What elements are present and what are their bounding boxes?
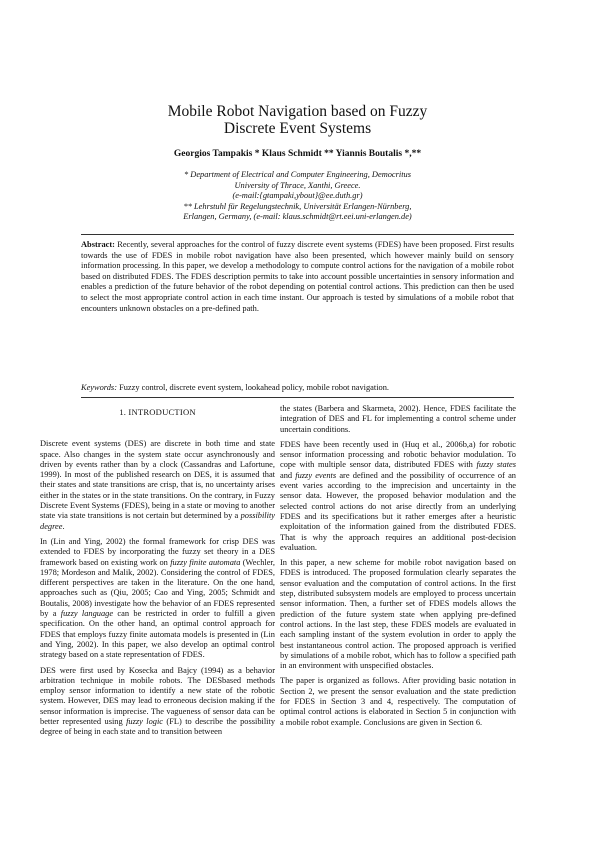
emphasis-segment: fuzzy language (60, 609, 114, 619)
text-segment: The paper is organized as follows. After providing basic notation in Section 2, we present the sensor evaluation and the state prediction for FDES in Section 3 and 4, respectively. The computation of optimal control actions is elaborated in Section 5 in conjunction with a mobile robot example. Conclusions are given in Section 6. (280, 676, 516, 727)
title-line-1: Mobile Robot Navigation based on Fuzzy (167, 103, 428, 120)
section-heading: 1. INTRODUCTION (119, 407, 196, 417)
title-line-2: Discrete Event Systems (223, 120, 372, 137)
text-segment: FDES have been recently used in (Huq et al., 2006b,a) for robotic sensor information processing and robotic behavior modulation. To cope with multiple sensor data, distributed FDES with (280, 439, 516, 470)
affiliation-line: University of Thrace, Xanthi, Greece. (234, 180, 361, 190)
text-segment: can be restricted in order to fulfill a given specification. On the other hand, an optimal control approach for FDES that employs fuzzy finite automata models is presented in (Lin and Ying, 2002). In this paper, we also develop an optimal control strategy based on a state representation of FDES. (40, 609, 276, 660)
text-segment: are defined and the possibility of occurrence of an event varies according to the imprecision and uncertainty in the sensor data. However, the proposed behavior modulation and the selected control actions do not arise directly from an underlying FDES and its specifications but it rather emerges after a heuristic exploitation of the information gained from the distributed FDES. That is why the approach requires an additional post-decision evaluation. (280, 470, 516, 552)
affiliation-line: (e-mail:{gtampaki,ybout}@ee.duth.gr) (232, 191, 363, 201)
paragraph (280, 440, 516, 553)
keywords-bottom-rule (81, 397, 514, 398)
paragraph (40, 439, 275, 532)
affiliations (95, 170, 500, 223)
affiliation-line: ** Lehrstuhl für Regelungstechnik, Universität Erlangen-Nürnberg, (183, 201, 412, 211)
right-column (280, 404, 516, 733)
paper-title (60, 103, 535, 137)
abstract-text: Recently, several approaches for the control of fuzzy discrete event systems (FDES) have been proposed. First results towards the use of FDES in mobile robot navigation have also been presented, which however mainly build on sensory information processing. In this paper, we develop a methodology to compute control actions for the navigation of a mobile robot based on distributed FDES. The FDES description permits to take into account possible uncertainties in sensory information and enables a prediction of the future behavior of the robot depending on potential control actions. This prediction can then be used to select the most appropriate control action in each time instant. Our approach is tested by simulations of a mobile robot that encounters unknown obstacles on a pre-defined path. (81, 240, 515, 313)
emphasis-segment: fuzzy finite automata (170, 557, 241, 567)
text-segment: In this paper, a new scheme for mobile robot navigation based on FDES is introduced. The proposed formulation clearly separates the sensor evaluation and the computation of control actions. In the first step, distributed subsystem models are employed to process uncertain sensor information. Then, a further set of FDES models allows the prediction of the future system state when applying pre-defined control actions. In the last step, these FDES models are evaluated in each sampling instant of the system evolution in order to apply the best instantaneous control action. The proposed approach is verified by simulations of a mobile robot, which has to follow a specified path in an environment with unspecified obstacles. (280, 558, 516, 671)
left-column (40, 407, 275, 743)
text-segment: In (Lin and Ying, 2002) the formal framework for crisp DES was extended to FDES by incorporating the fuzzy set theory in a DES framework based on existing work on (40, 536, 275, 567)
abstract (81, 240, 514, 314)
text-segment: and (280, 470, 296, 480)
emphasis-segment: fuzzy states (476, 460, 517, 470)
text-segment: DES were first used by Kosecka and Bajcy (1994) as a behavior arbitration technique in mobile robots. The DESbased methods employ sensor information to identify a new state of the robotic system. However, DES may lead to erroneous decision making if the sensor information is imprecise. The vagueness of sensor data can be better represented using (40, 665, 275, 727)
author-list: Georgios Tampakis * Klaus Schmidt ** Yiannis Boutalis *,** (173, 149, 422, 159)
text-segment: Discrete event systems (DES) are discrete in both time and state space. Also changes in the system state occur asynchronously and driven by events rather than by a clock (Cassandras and Lafortune, 1999). In most of the published research on DES, it is assumed that their states and state transitions are crisp, that is, no uncertainty arises either in the states or in the state transitions. On the contrary, in Fuzzy Discrete Event Systems (FDES), being in a state or moving to another state via state transitions is not certain but determined by a (40, 439, 275, 521)
keywords-text: Fuzzy control, discrete event system, lookahead policy, mobile robot navigation. (119, 383, 390, 392)
text-segment: the states (Barbera and Skarmeta, 2002). Hence, FDES facilitate the integration of DES and FL for implementing a control scheme under uncertain conditions. (280, 404, 516, 434)
abstract-label: Abstract: (81, 240, 115, 249)
emphasis-segment: fuzzy logic (126, 717, 163, 727)
emphasis-segment: fuzzy events (295, 470, 337, 480)
keywords (81, 383, 514, 394)
affiliation-line: * Department of Electrical and Computer Engineering, Democritus (183, 170, 412, 179)
paragraph (40, 666, 275, 738)
paragraph (40, 537, 275, 661)
emphasis-segment: possibility degree (40, 511, 275, 531)
paragraph (280, 676, 516, 727)
text-segment: (Wechler, 1978; Mordeson and Malik, 2002). Considering the control of FDES, different perspectives are taken in the literature. On the one hand, approaches such as (Qiu, 2005; Cao and Ying, 2005; Schmidt and Boutalis, 2008) investigate how the behavior of an FDES represented by a (40, 557, 275, 619)
abstract-top-rule (81, 234, 514, 235)
paragraph (280, 404, 516, 435)
text-segment: (FL) to describe the possibility degree of being in each state and to transition between (40, 717, 276, 737)
affiliation-line: Erlangen, Germany, (e-mail: klaus.schmidt@rt.eei.uni-erlangen.de) (183, 212, 412, 222)
paragraph (280, 558, 516, 671)
text-segment: . (62, 521, 65, 531)
keywords-label: Keywords: (81, 383, 117, 392)
